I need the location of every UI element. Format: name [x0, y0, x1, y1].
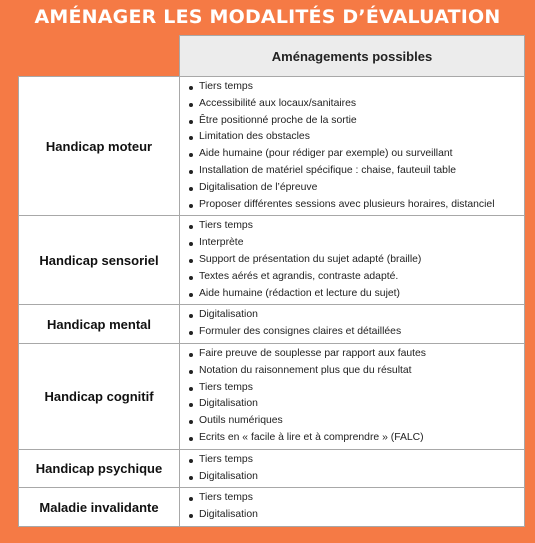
- list-item: Digitalisation: [188, 307, 518, 324]
- list-item: Installation de matériel spécifique : chaise, fauteuil table: [188, 163, 518, 180]
- list-item: Digitalisation: [188, 396, 518, 413]
- list-item: Aide humaine (rédaction et lecture du sujet): [188, 286, 518, 303]
- column-header: Aménagements possibles: [180, 36, 525, 77]
- row-category: Handicap moteur: [19, 77, 180, 216]
- row-items: [180, 216, 525, 305]
- list-item: Être positionné proche de la sortie: [188, 113, 518, 130]
- list-item: Limitation des obstacles: [188, 129, 518, 146]
- list-item: Tiers temps: [188, 79, 518, 96]
- row-category: Handicap cognitif: [19, 343, 180, 449]
- page-title: AMÉNAGER LES MODALITÉS D’ÉVALUATION: [34, 6, 501, 28]
- table-row: [19, 488, 525, 527]
- table-header-row: [19, 36, 525, 77]
- list-item: Tiers temps: [188, 218, 518, 235]
- list-item: Tiers temps: [188, 380, 518, 397]
- list-item: Tiers temps: [188, 490, 518, 507]
- table-row: [19, 305, 525, 344]
- list-item: Digitalisation: [188, 507, 518, 524]
- list-item: Interprète: [188, 235, 518, 252]
- list-item: Tiers temps: [188, 452, 518, 469]
- list-item: Accessibilité aux locaux/sanitaires: [188, 96, 518, 113]
- table-row: [19, 449, 525, 488]
- header-empty-cell: [19, 36, 180, 77]
- list-item: Support de présentation du sujet adapté (braille): [188, 252, 518, 269]
- row-category: Handicap psychique: [19, 449, 180, 488]
- row-items: [180, 77, 525, 216]
- list-item: Ecrits en « facile à lire et à comprendre » (FALC): [188, 430, 518, 447]
- list-item: Digitalisation de l’épreuve: [188, 180, 518, 197]
- list-item: Formuler des consignes claires et détaillées: [188, 324, 518, 341]
- row-category: Handicap sensoriel: [19, 216, 180, 305]
- accommodations-table: [18, 35, 525, 527]
- table-row: [19, 216, 525, 305]
- list-item: Notation du raisonnement plus que du résultat: [188, 363, 518, 380]
- list-item: Proposer différentes sessions avec plusieurs horaires, distanciel: [188, 197, 518, 214]
- row-items: [180, 343, 525, 449]
- row-category: Handicap mental: [19, 305, 180, 344]
- list-item: Faire preuve de souplesse par rapport aux fautes: [188, 346, 518, 363]
- list-item: Aide humaine (pour rédiger par exemple) ou surveillant: [188, 146, 518, 163]
- table-row: [19, 77, 525, 216]
- table-row: [19, 343, 525, 449]
- row-category: Maladie invalidante: [19, 488, 180, 527]
- list-item: Outils numériques: [188, 413, 518, 430]
- row-items: [180, 305, 525, 344]
- list-item: Textes aérés et agrandis, contraste adapté.: [188, 269, 518, 286]
- list-item: Digitalisation: [188, 469, 518, 486]
- row-items: [180, 488, 525, 527]
- row-items: [180, 449, 525, 488]
